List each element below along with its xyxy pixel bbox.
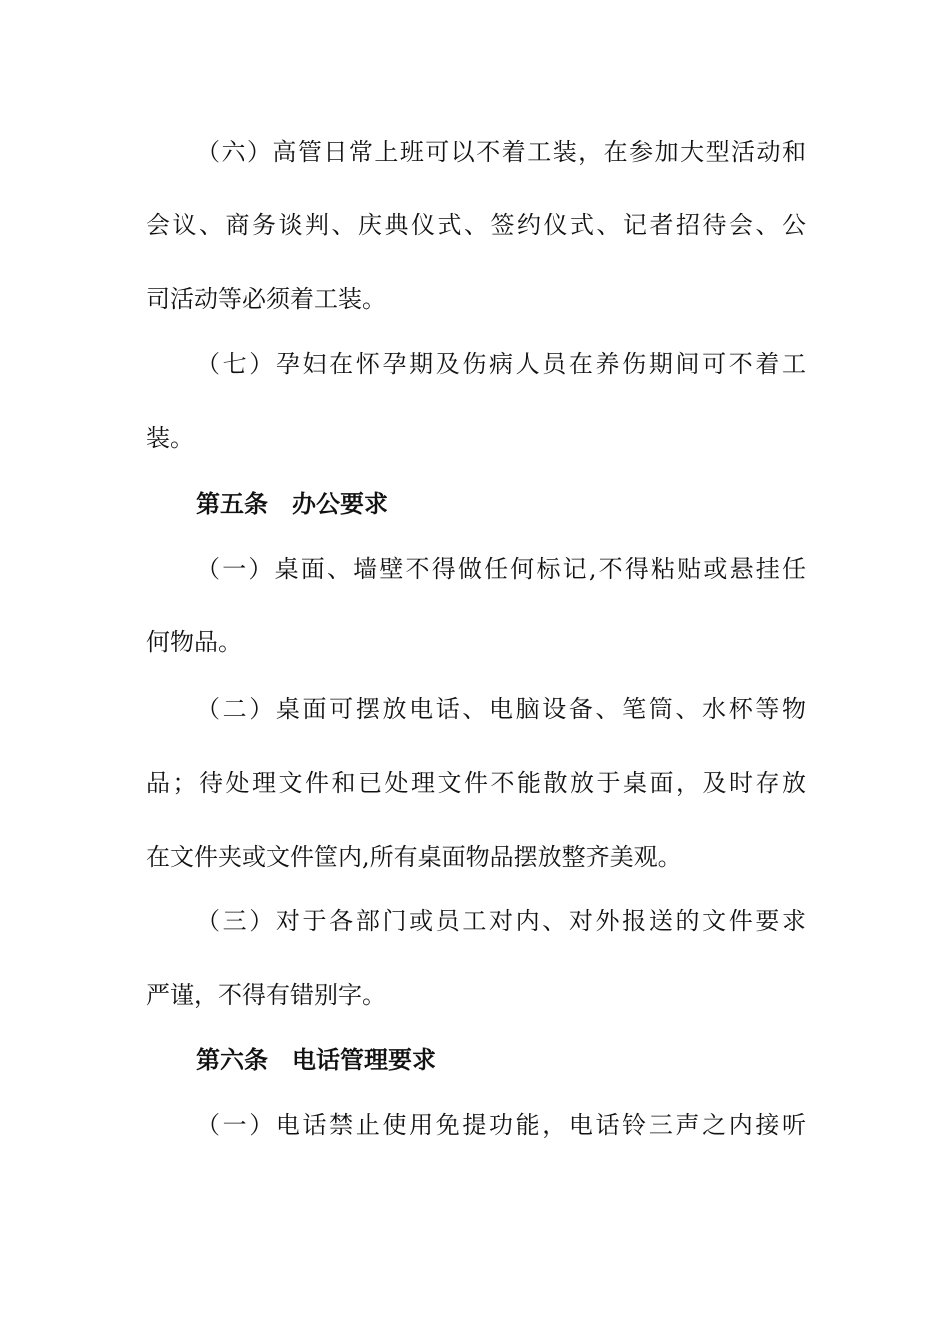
paragraph-line: （二）桌面可摆放电话、电脑设备、笔筒、水杯等物: [196, 695, 806, 723]
paragraph-line: 严谨，不得有错别字。: [146, 981, 386, 1009]
paragraph-line: （六）高管日常上班可以不着工装，在参加大型活动和: [196, 138, 806, 166]
paragraph-line: （七）孕妇在怀孕期及伤病人员在养伤期间可不着工: [196, 350, 806, 378]
paragraph-line: 何物品。: [146, 628, 242, 656]
paragraph-line: （三）对于各部门或员工对内、对外报送的文件要求: [196, 907, 806, 935]
paragraph-line: 品；待处理文件和已处理文件不能散放于桌面，及时存放: [146, 769, 806, 797]
paragraph-line: 司活动等必须着工装。: [146, 285, 386, 313]
paragraph-line: 装。: [146, 424, 194, 452]
paragraph-line: （一）桌面、墙壁不得做任何标记,不得粘贴或悬挂任: [196, 555, 806, 583]
paragraph-line: 在文件夹或文件筐内,所有桌面物品摆放整齐美观。: [146, 843, 682, 871]
paragraph-line: （一）电话禁止使用免提功能，电话铃三声之内接听: [196, 1111, 806, 1139]
section-heading: 第五条 办公要求: [196, 490, 388, 518]
paragraph-line: 会议、商务谈判、庆典仪式、签约仪式、记者招待会、公: [146, 211, 806, 239]
section-heading: 第六条 电话管理要求: [196, 1046, 436, 1074]
